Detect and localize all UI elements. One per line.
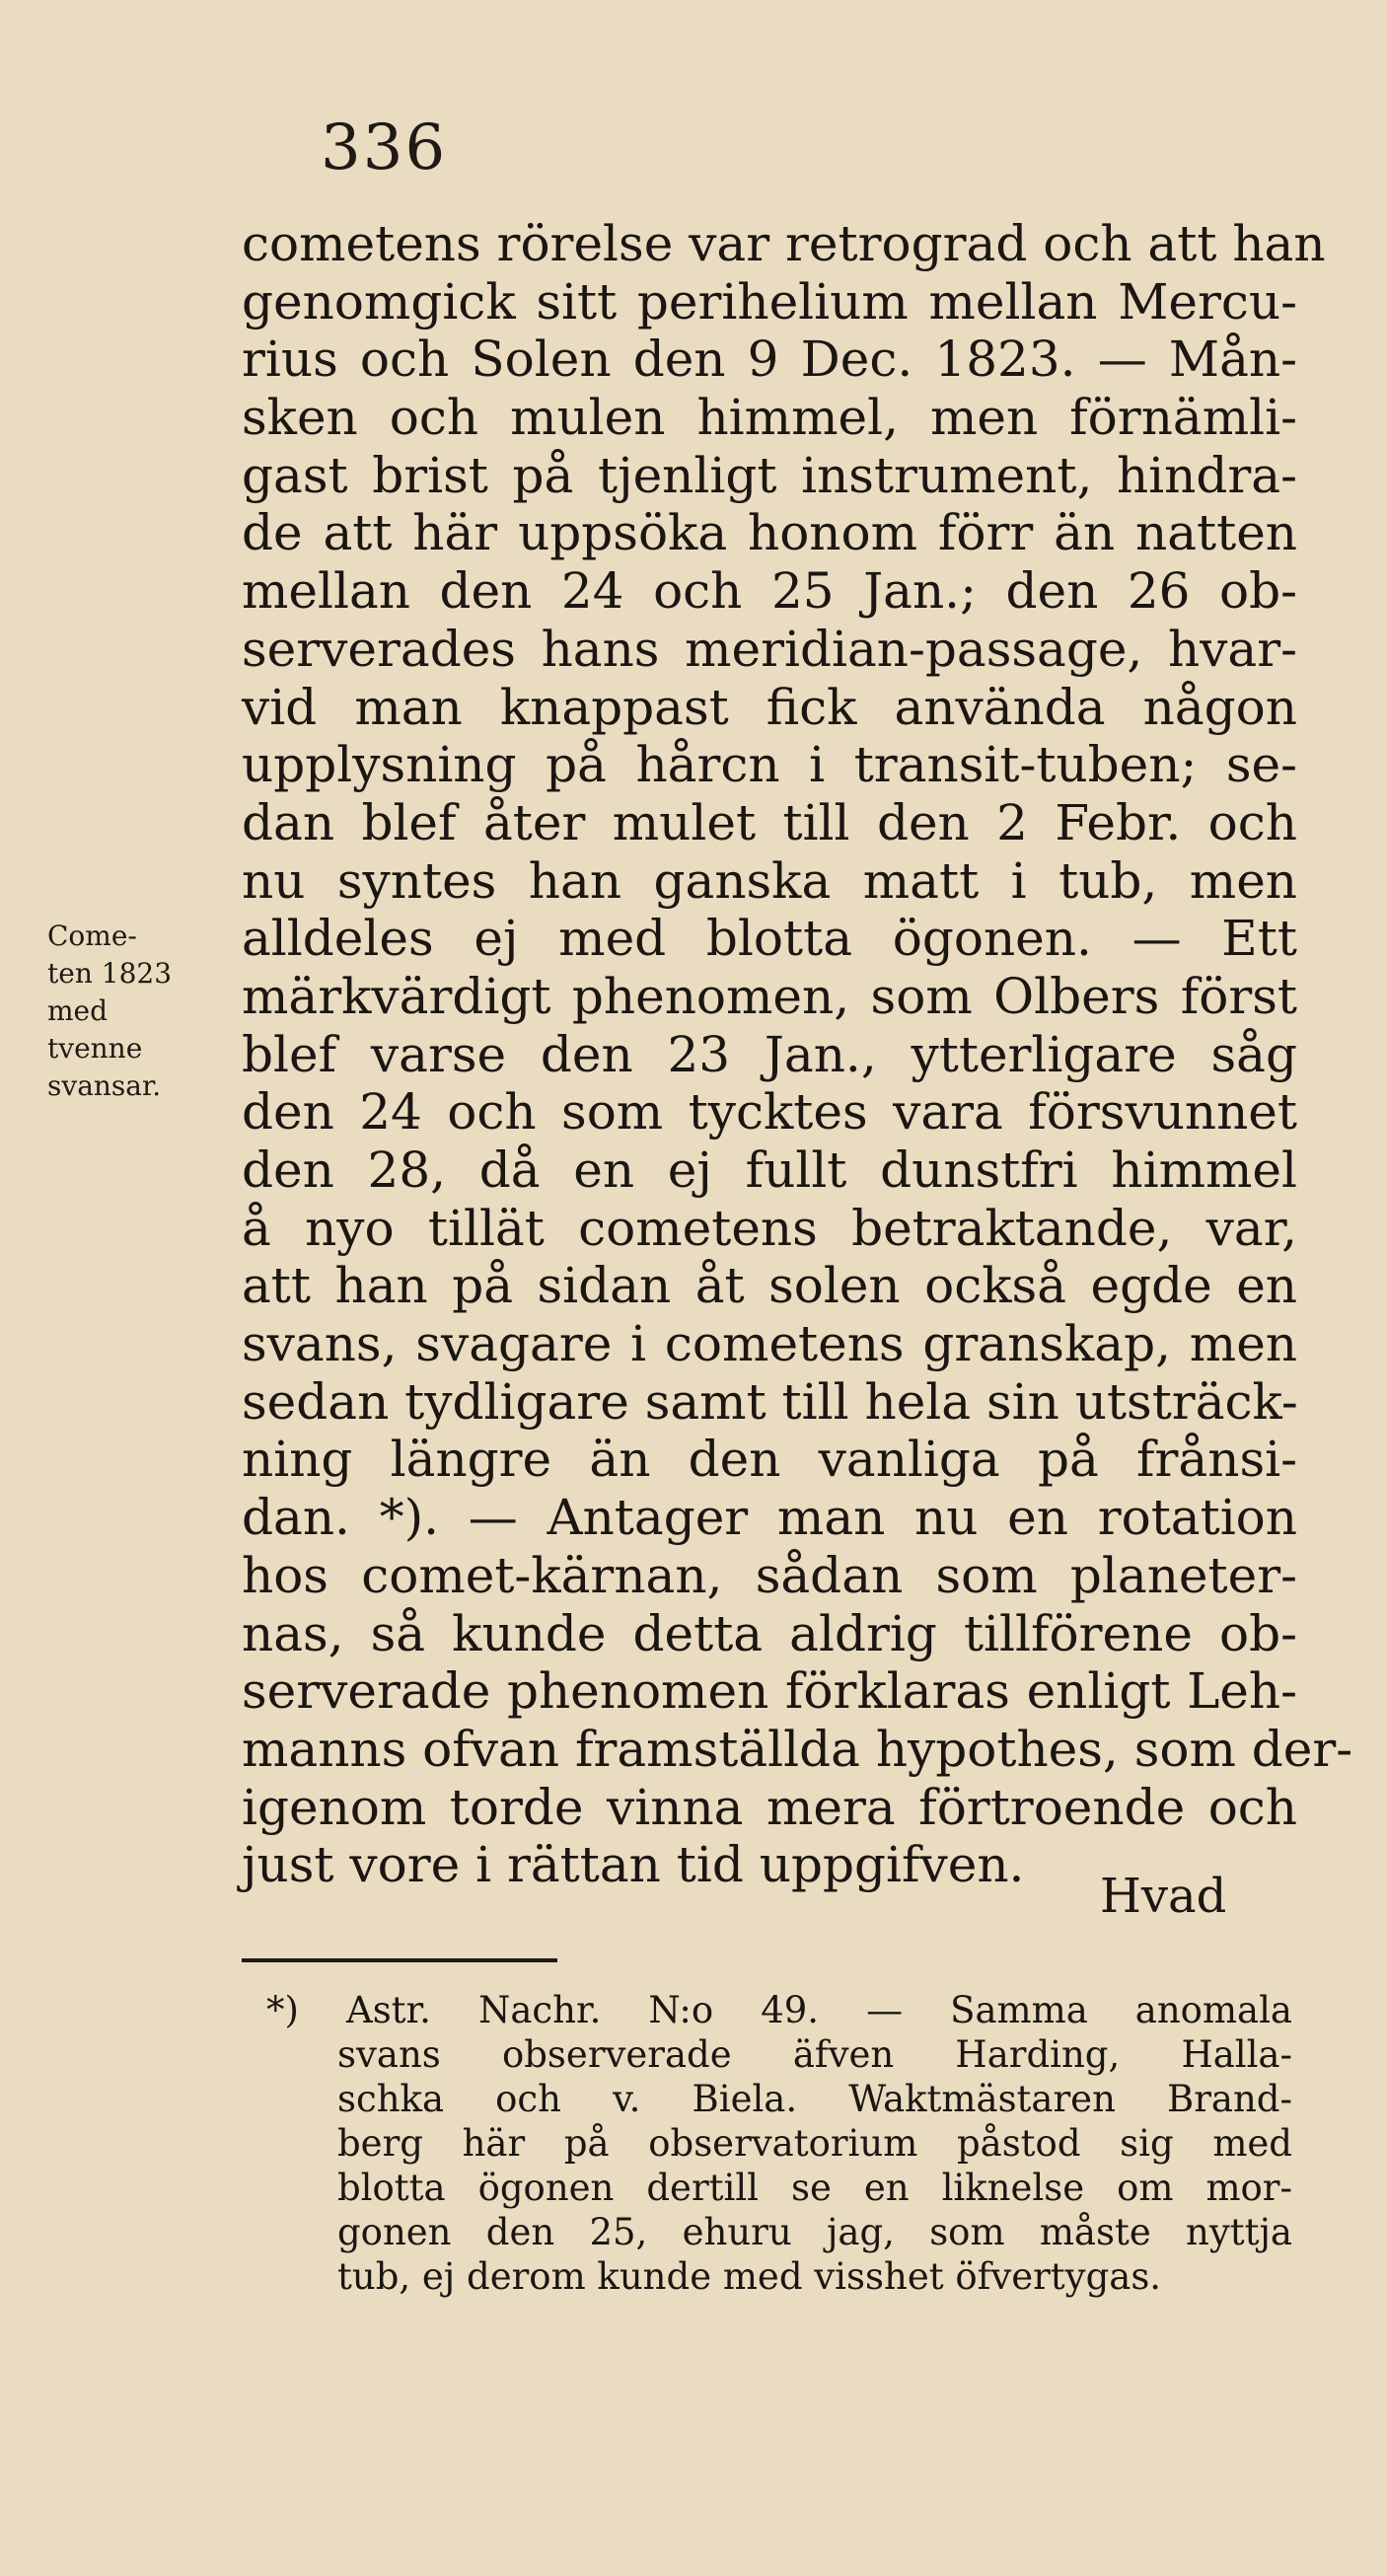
margin-note-line: ten 1823: [47, 957, 173, 990]
body-text: [242, 215, 1353, 1894]
text-line: nu syntes han ganska matt i tub, men: [242, 851, 1297, 910]
text-line: svans, svagare i cometens granskap, men: [242, 1315, 1297, 1373]
text-line: de att här uppsöka honom förr än natten: [242, 504, 1297, 562]
margin-note: [47, 918, 240, 1105]
footnote-line: tub, ej derom kunde med visshet öfvertygas.: [337, 2255, 1162, 2298]
catchword: Hvad: [1100, 1869, 1227, 1924]
footnote-line: svans observerade äfven Harding, Halla-: [337, 2033, 1292, 2076]
text-line: sedan tydligare samt till hela sin utsträck-: [242, 1372, 1298, 1431]
text-line: manns ofvan framställda hypothes, som der-: [242, 1720, 1353, 1778]
text-line: dan blef åter mulet till den 2 Febr. och: [242, 793, 1297, 851]
text-line: vid man knappast fick använda någon: [242, 678, 1297, 736]
footnote-line: schka och v. Biela. Waktmästaren Brand-: [337, 2078, 1292, 2120]
text-line: rius och Solen den 9 Dec. 1823. — Mån-: [242, 331, 1297, 389]
text-line: ning längre än den vanliga på frånsi-: [242, 1431, 1297, 1489]
text-line: hos comet-kärnan, sådan som planeter-: [242, 1546, 1297, 1604]
margin-note-line: svansar.: [47, 1069, 162, 1102]
margin-note-line: Come-: [47, 920, 137, 952]
text-line: å nyo tillät cometens betraktande, var,: [242, 1199, 1297, 1257]
text-line: serverades hans meridian-passage, hvar-: [242, 620, 1297, 678]
footnote-line: *) Astr. Nachr. N:o 49. — Samma anomala: [266, 1989, 1292, 2031]
text-line: märkvärdigt phenomen, som Olbers först: [242, 967, 1297, 1025]
text-line: upplysning på hårcn i transit-tuben; se-: [242, 736, 1297, 794]
text-line: sken och mulen himmel, men förnämli-: [242, 389, 1297, 447]
text-line: just vore i rättan tid uppgifven.: [242, 1836, 1025, 1894]
text-line: den 28, då en ej fullt dunstfri himmel: [242, 1141, 1297, 1199]
text-line: cometens rörelse var retrograd och att han: [242, 215, 1326, 272]
text-line: genomgick sitt perihelium mellan Mercu-: [242, 272, 1297, 331]
text-line: serverade phenomen förklaras enligt Leh-: [242, 1662, 1297, 1721]
footnote-line: blotta ögonen dertill se en liknelse om mor-: [337, 2167, 1292, 2209]
text-line: blef varse den 23 Jan., ytterligare såg: [242, 1025, 1297, 1083]
text-line: alldeles ej med blotta ögonen. — Ett: [242, 910, 1297, 968]
text-line: igenom torde vinna mera förtroende och: [242, 1778, 1297, 1836]
text-line: att han på sidan åt solen också egde en: [242, 1257, 1297, 1315]
text-line: dan. *). — Antager man nu en rotation: [242, 1489, 1297, 1547]
text-line: gast brist på tjenligt instrument, hindra-: [242, 446, 1297, 504]
footnote-line: berg här på observatorium påstod sig med: [337, 2122, 1292, 2165]
page-number: 336: [321, 111, 448, 184]
text-line: nas, så kunde detta aldrig tillförene ob-: [242, 1604, 1297, 1662]
margin-note-line: tvenne: [47, 1032, 143, 1065]
footnote-divider: [242, 1958, 557, 1962]
footnote-line: gonen den 25, ehuru jag, som måste nyttja: [337, 2211, 1292, 2253]
footnote: [266, 1988, 1292, 2299]
text-line: den 24 och som tycktes vara försvunnet: [242, 1083, 1297, 1141]
margin-note-line: med: [47, 994, 109, 1027]
text-line: mellan den 24 och 25 Jan.; den 26 ob-: [242, 562, 1297, 621]
